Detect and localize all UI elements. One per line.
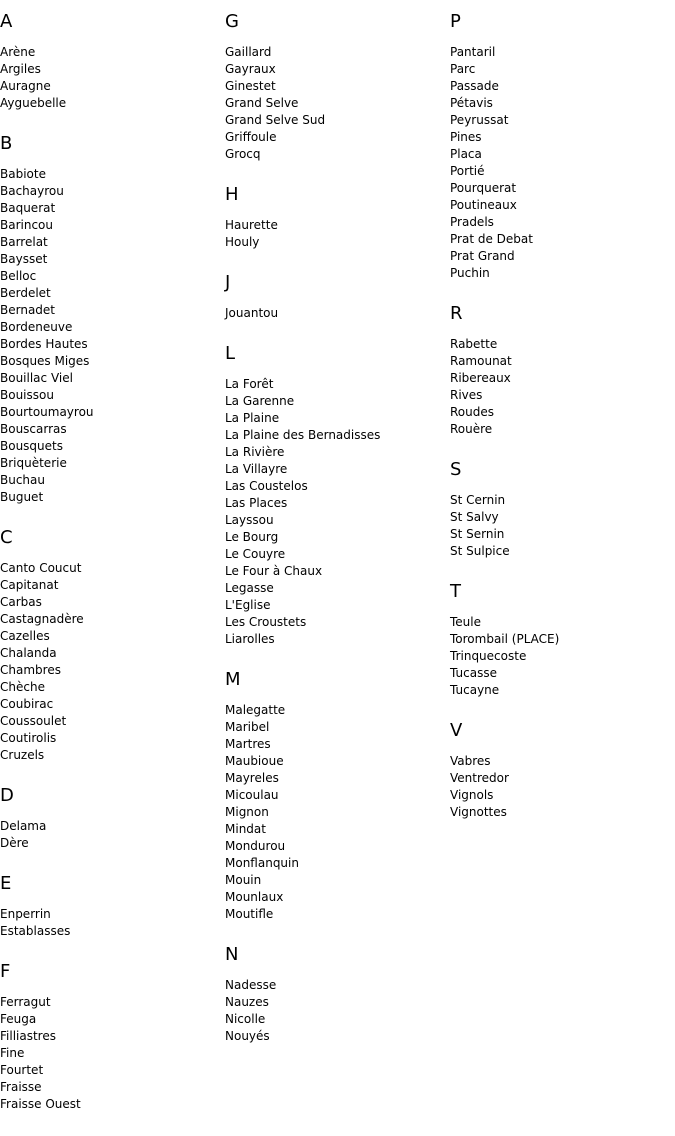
place-name: Delama [0, 819, 47, 833]
section-letter-heading: T [450, 581, 461, 602]
place-name: Le Four à Chaux [225, 564, 323, 578]
section-letter-heading: F [0, 961, 11, 982]
section-letter-heading: V [450, 720, 463, 741]
place-name: Peyrussat [450, 113, 509, 127]
place-name: Pradels [450, 215, 494, 229]
section-letter-heading: M [225, 669, 241, 690]
place-name: Enperrin [0, 907, 51, 921]
place-name: Fourtet [0, 1063, 44, 1077]
place-name: Tucasse [450, 666, 497, 680]
place-name: L'Eglise [225, 598, 271, 612]
place-name: Buchau [0, 473, 45, 487]
letter-section-a [0, 0, 225, 112]
place-name: Les Croustets [225, 615, 307, 629]
place-name: Fine [0, 1046, 25, 1060]
place-list [225, 293, 450, 322]
place-list [0, 32, 225, 112]
letter-section-t [450, 560, 675, 699]
place-name: Bourtoumayrou [0, 405, 94, 419]
letter-section-s [450, 438, 675, 560]
letter-section-v [450, 699, 675, 821]
section-letter-heading: D [0, 785, 14, 806]
place-name: Bosques Miges [0, 354, 90, 368]
place-name: Bousquets [0, 439, 63, 453]
place-name: Chambres [0, 663, 61, 677]
section-letter-heading: J [225, 272, 231, 293]
place-name: Vabres [450, 754, 491, 768]
place-name: Nouyés [225, 1029, 270, 1043]
place-name: St Cernin [450, 493, 506, 507]
place-name: La Villayre [225, 462, 288, 476]
place-name: Ferragut [0, 995, 51, 1009]
letter-section-j [225, 251, 450, 322]
place-name: La Plaine des Bernadisses [225, 428, 381, 442]
place-name: La Plaine [225, 411, 280, 425]
letter-section-m [225, 648, 450, 923]
section-letter-heading: H [225, 184, 239, 205]
place-list [450, 324, 675, 438]
place-list [225, 364, 450, 648]
place-name: Bachayrou [0, 184, 64, 198]
place-name: Auragne [0, 79, 51, 93]
place-name: Gaillard [225, 45, 272, 59]
place-name: Briquèterie [0, 456, 67, 470]
place-list [450, 602, 675, 699]
letter-section-e [0, 852, 225, 940]
place-name: Placa [450, 147, 482, 161]
place-list [225, 32, 450, 163]
place-list [225, 690, 450, 923]
place-name: Pantaril [450, 45, 496, 59]
place-name: Argiles [0, 62, 41, 76]
place-name: Pétavis [450, 96, 493, 110]
place-name: Puchin [450, 266, 490, 280]
place-name: Coutirolis [0, 731, 57, 745]
place-name: Mignon [225, 805, 269, 819]
place-name: Layssou [225, 513, 274, 527]
place-name: Babiote [0, 167, 46, 181]
place-list [0, 894, 225, 940]
letter-section-r [450, 282, 675, 438]
place-name: Coubirac [0, 697, 54, 711]
place-name: Chèche [0, 680, 45, 694]
letter-section-g [225, 0, 450, 163]
place-name: Mouin [225, 873, 262, 887]
place-list [225, 205, 450, 251]
place-name: Rouère [450, 422, 493, 436]
place-name: Malegatte [225, 703, 286, 717]
place-name: Grand Selve Sud [225, 113, 326, 127]
place-name: Houly [225, 235, 260, 249]
place-name: Mounlaux [225, 890, 284, 904]
place-name: Pourquerat [450, 181, 517, 195]
place-name: Nauzes [225, 995, 269, 1009]
place-name: Vignottes [450, 805, 507, 819]
place-name: Baysset [0, 252, 48, 266]
place-name: Coussoulet [0, 714, 67, 728]
place-name: La Forêt [225, 377, 274, 391]
place-name: Ribereaux [450, 371, 511, 385]
place-name: Establasses [0, 924, 71, 938]
place-name: Las Places [225, 496, 288, 510]
section-letter-heading: P [450, 11, 461, 32]
place-name: Moutifle [225, 907, 274, 921]
place-name: Bernadet [0, 303, 56, 317]
place-name: Bouillac Viel [0, 371, 73, 385]
place-name: Cruzels [0, 748, 45, 762]
place-name: Bordeneuve [0, 320, 73, 334]
section-letter-heading: N [225, 944, 239, 965]
letter-section-l [225, 322, 450, 648]
place-name: Filliastres [0, 1029, 56, 1043]
place-name: Micoulau [225, 788, 279, 802]
place-name: Griffoule [225, 130, 277, 144]
place-name: Le Couyre [225, 547, 286, 561]
place-name: St Sernin [450, 527, 505, 541]
section-letter-heading: A [0, 11, 13, 32]
place-name: Tucayne [450, 683, 500, 697]
letter-section-h [225, 163, 450, 251]
place-name: Haurette [225, 218, 278, 232]
place-name: La Garenne [225, 394, 295, 408]
place-name: Pines [450, 130, 482, 144]
place-list [450, 480, 675, 560]
place-name: St Salvy [450, 510, 499, 524]
place-name: Belloc [0, 269, 37, 283]
place-name: Ramounat [450, 354, 512, 368]
section-letter-heading: C [0, 527, 13, 548]
place-name: Vignols [450, 788, 494, 802]
section-letter-heading: B [0, 133, 13, 154]
place-name: Buguet [0, 490, 44, 504]
place-name: Arène [0, 45, 36, 59]
place-name: Martres [225, 737, 271, 751]
place-name: Grand Selve [225, 96, 299, 110]
place-name: Las Coustelos [225, 479, 308, 493]
place-list [0, 982, 225, 1113]
place-name: Baquerat [0, 201, 56, 215]
place-name: Feuga [0, 1012, 37, 1026]
index-column [0, 0, 225, 1113]
place-name: St Sulpice [450, 544, 510, 558]
letter-section-c [0, 506, 225, 764]
place-name: Le Bourg [225, 530, 279, 544]
place-name: Gayraux [225, 62, 276, 76]
place-name: Torombail (PLACE) [450, 632, 560, 646]
place-name: Fraisse Ouest [0, 1097, 81, 1111]
place-name: Legasse [225, 581, 274, 595]
place-name: Liarolles [225, 632, 275, 646]
place-name: Grocq [225, 147, 261, 161]
place-name: Canto Coucut [0, 561, 82, 575]
place-name: Carbas [0, 595, 42, 609]
place-name: Parc [450, 62, 476, 76]
place-name: Castagnadère [0, 612, 84, 626]
place-name: Prat de Debat [450, 232, 533, 246]
section-letter-heading: L [225, 343, 236, 364]
place-name: Nadesse [225, 978, 277, 992]
place-name: Bouscarras [0, 422, 67, 436]
index-column [450, 0, 675, 821]
place-name: Passade [450, 79, 499, 93]
letter-section-n [225, 923, 450, 1045]
place-list [450, 32, 675, 282]
place-name: Rives [450, 388, 483, 402]
index-column [225, 0, 450, 1045]
place-list [0, 548, 225, 764]
place-name: Roudes [450, 405, 494, 419]
place-name: Barincou [0, 218, 54, 232]
place-list [0, 806, 225, 852]
letter-section-b [0, 112, 225, 506]
section-letter-heading: E [0, 873, 12, 894]
place-name: Ventredor [450, 771, 509, 785]
place-name: Teule [450, 615, 481, 629]
place-name: Prat Grand [450, 249, 515, 263]
place-name: Mindat [225, 822, 266, 836]
section-letter-heading: S [450, 459, 462, 480]
letter-section-d [0, 764, 225, 852]
place-name: Jouantou [225, 306, 279, 320]
place-name: Berdelet [0, 286, 51, 300]
place-name: Capitanat [0, 578, 59, 592]
place-name: Poutineaux [450, 198, 517, 212]
place-name: Barrelat [0, 235, 48, 249]
place-list [0, 154, 225, 506]
section-letter-heading: G [225, 11, 239, 32]
place-name: Mayreles [225, 771, 279, 785]
place-list [450, 741, 675, 821]
place-name: Dère [0, 836, 29, 850]
place-name: Ginestet [225, 79, 276, 93]
place-name: Ayguebelle [0, 96, 67, 110]
place-name: Monflanquin [225, 856, 299, 870]
place-name: Mondurou [225, 839, 286, 853]
place-name: Trinquecoste [450, 649, 527, 663]
place-name: Maribel [225, 720, 270, 734]
letter-section-p [450, 0, 675, 282]
place-name: Rabette [450, 337, 498, 351]
place-name: Bordes Hautes [0, 337, 88, 351]
letter-section-f [0, 940, 225, 1113]
place-name: Bouissou [0, 388, 54, 402]
place-name: Fraisse [0, 1080, 42, 1094]
section-letter-heading: R [450, 303, 463, 324]
place-name: Portié [450, 164, 485, 178]
place-list [225, 965, 450, 1045]
place-name: La Rivière [225, 445, 285, 459]
place-name: Nicolle [225, 1012, 266, 1026]
place-name: Maubioue [225, 754, 284, 768]
place-name: Cazelles [0, 629, 50, 643]
place-name: Chalanda [0, 646, 57, 660]
